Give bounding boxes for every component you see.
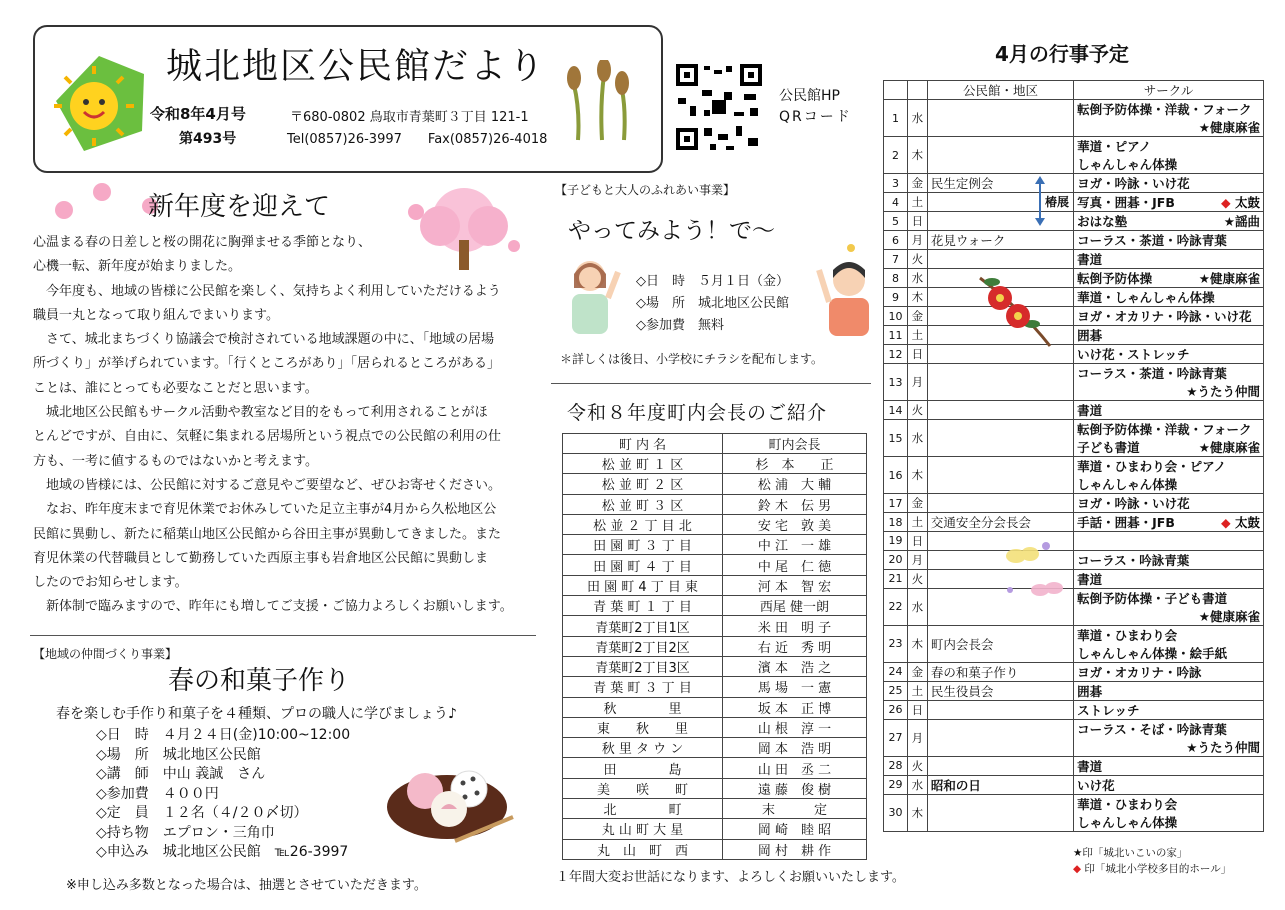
chokai-row <box>563 555 867 575</box>
schedule-community: 交通安全分会長会 <box>927 513 1073 532</box>
schedule-community <box>927 401 1073 420</box>
circle-activities: おはな塾 <box>1077 214 1128 229</box>
adult-figure-icon <box>560 252 622 337</box>
schedule-community <box>927 100 1073 137</box>
schedule-day: 7 <box>884 250 908 269</box>
chokai-row <box>563 778 867 798</box>
schedule-day: 3 <box>884 174 908 193</box>
schedule-weekday: 木 <box>907 137 927 174</box>
schedule-row <box>884 420 1264 457</box>
schedule-weekday: 水 <box>907 588 927 625</box>
chokai-head-name: 安 宅 敦 美 <box>723 514 867 534</box>
circle-activities: いけ花 <box>1077 777 1115 793</box>
yatte-title: やってみよう！で～ <box>568 218 775 244</box>
schedule-weekday: 金 <box>907 174 927 193</box>
horsetail-icon <box>560 60 640 145</box>
schedule-day: 22 <box>884 588 908 625</box>
schedule-weekday: 月 <box>907 364 927 401</box>
schedule-day: 26 <box>884 700 908 719</box>
schedule-day: 30 <box>884 794 908 831</box>
schedule-circle <box>1074 401 1264 420</box>
chokai-head-name: 岡 村 耕 作 <box>723 839 867 859</box>
yatte-tag: 【子どもと大人のふれあい事業】 <box>555 183 736 197</box>
circle-activities: 転倒予防体操・子ども書道 <box>1077 590 1228 606</box>
schedule-circle <box>1074 588 1264 625</box>
chokai-area: 田 園 町 ３ 丁 目 <box>563 535 723 555</box>
schedule-table <box>883 80 1264 832</box>
issue-month: 令和8年4月号 <box>150 105 246 123</box>
wagashi-details: ◇日 時 ４月２４日(金)10:00~12:00 ◇場 所 城北地区公民館 ◇講 師 中山 義誠 さん ◇参加費 ４００円 ◇定 員 １２名（４/２０〆切） ◇持ち物 エプロン・三角巾 ◇申込み 城北地区公民館 ℡26-3997 <box>96 727 351 860</box>
diamond-icon: ◆ <box>1073 863 1082 875</box>
circle-venue-note: ★謡曲 <box>1223 214 1260 229</box>
circle-activities: コーラス・吟詠青葉 <box>1077 552 1190 568</box>
wagashi-tag: 【地域の仲間づくり事業】 <box>33 647 178 661</box>
schedule-day: 2 <box>884 137 908 174</box>
schedule-row <box>884 588 1264 625</box>
schedule-weekday: 日 <box>907 700 927 719</box>
schedule-header-day <box>884 81 908 100</box>
qr-caption: 公民館HP QRコード <box>779 88 852 125</box>
schedule-title: 4月の行事予定 <box>995 42 1129 66</box>
schedule-day: 17 <box>884 494 908 513</box>
circle-activities: 囲碁 <box>1077 683 1103 699</box>
schedule-weekday: 金 <box>907 494 927 513</box>
circle-activities: コーラス・茶道・吟詠青葉 <box>1077 233 1227 248</box>
circle-activities: コーラス・そば・吟詠青葉 <box>1077 721 1227 737</box>
circle-activities: 華道・ピアノ <box>1077 139 1152 154</box>
schedule-day: 6 <box>884 231 908 250</box>
chokai-head-name: 鈴 木 伝 男 <box>723 494 867 514</box>
schedule-day: 28 <box>884 756 908 775</box>
butterfly-icon <box>1000 538 1070 608</box>
circle-activities-2: しゃんしゃん体操・絵手紙 <box>1077 645 1228 661</box>
chokai-row <box>563 474 867 494</box>
schedule-day: 11 <box>884 326 908 345</box>
circle-activities: 華道・ひまわり会 <box>1077 627 1178 643</box>
schedule-community <box>927 457 1073 494</box>
circle-activities: いけ花・ストレッチ <box>1077 347 1190 362</box>
chokai-head-name: 西尾 健一朗 <box>723 596 867 616</box>
chokai-row <box>563 697 867 717</box>
schedule-row <box>884 719 1264 756</box>
schedule-community <box>927 756 1073 775</box>
schedule-circle <box>1074 269 1264 288</box>
circle-activities: 書道 <box>1077 571 1103 587</box>
chokai-area: 秋 里 <box>563 697 723 717</box>
wagashi-plate-icon <box>385 755 515 850</box>
schedule-circle <box>1074 569 1264 588</box>
chokai-row <box>563 535 867 555</box>
schedule-circle <box>1074 625 1264 662</box>
chokai-area: 青葉町2丁目1区 <box>563 616 723 636</box>
schedule-weekday: 金 <box>907 662 927 681</box>
circle-activities: 写真・囲碁・JFB <box>1077 195 1175 210</box>
schedule-circle <box>1074 345 1264 364</box>
circle-venue-note: ◆ 太鼓 <box>1221 195 1260 210</box>
divider <box>551 383 871 384</box>
schedule-community <box>927 494 1073 513</box>
chokai-area: 田 園 町 4 丁 目 東 <box>563 575 723 595</box>
schedule-weekday: 水 <box>907 100 927 137</box>
schedule-weekday: 木 <box>907 457 927 494</box>
schedule-row <box>884 457 1264 494</box>
chokai-area: 美 咲 町 <box>563 778 723 798</box>
schedule-weekday: 木 <box>907 794 927 831</box>
schedule-row <box>884 231 1264 250</box>
phone-fax: Tel(0857)26-3997 Fax(0857)26-4018 <box>287 132 548 147</box>
chokai-header-head: 町内会長 <box>723 434 867 454</box>
chokai-footer: １年間大変お世話になります、よろしくお願いいたします。 <box>556 870 905 885</box>
circle-activities-2: ★健康麻雀 <box>1198 608 1260 624</box>
chokai-head-name: 末 定 <box>723 799 867 819</box>
chokai-row <box>563 636 867 656</box>
schedule-row <box>884 137 1264 174</box>
circle-activities-2: ★うたう仲間 <box>1186 739 1260 755</box>
schedule-weekday: 金 <box>907 307 927 326</box>
greeting-body: 心温まる春の日差しと桜の開花に胸弾ませる季節となり、 心機一転、新年度が始まりました。 今年度も、地域の皆様に公民館を楽しく、気持ちよく利用していただけるよう 職員一丸となって取り組んでまいります。 さて、城北まちづくり協議会で検討されている地域課題の中に、「地域の居場 所づくり」が挙げられています。「行くところがあり」「居られるところがある」 ことは、誰にとっても必要なことだと思います。 城北地区公民館もサークル活動や教室など目的をもって利用されることがほ とんどですが、自由に、気軽に集まれる居場所という視点での公民館の利用の仕 方も、一考に値するものではないかと考えます。 地域の皆様には、公民館に対するご意見やご要望など、ぜひお寄せください。 なお、昨年度末まで育児休業でお休みしていた足立主事が4月から久松地区公 民館に異動し、新たに稲葉山地区公民館から谷田主事が異動してきました。また 育児休業の代替職員として勤務していた西原主事も岩倉地区公民館に異動しま したのでお知らせします。 新体制で臨みますので、昨年にも増してご支援・ご協力よろしくお願いします。 <box>33 235 513 615</box>
circle-activities-2: しゃんしゃん体操 <box>1077 157 1178 172</box>
schedule-community <box>927 794 1073 831</box>
schedule-circle <box>1074 494 1264 513</box>
chokai-head-name: 岡 崎 睦 昭 <box>723 819 867 839</box>
schedule-day: 12 <box>884 345 908 364</box>
schedule-day: 8 <box>884 269 908 288</box>
circle-activities-2: ★うたう仲間 <box>1186 384 1260 399</box>
chokai-area: 松 並 町 ３ 区 <box>563 494 723 514</box>
circle-activities: ヨガ・吟詠・いけ花 <box>1077 496 1190 511</box>
chokai-row <box>563 677 867 697</box>
schedule-weekday: 火 <box>907 401 927 420</box>
circle-activities: 手話・囲碁・JFB <box>1077 515 1175 530</box>
schedule-row <box>884 494 1264 513</box>
schedule-weekday: 木 <box>907 625 927 662</box>
circle-activities: 転倒予防体操 <box>1077 271 1153 286</box>
chokai-head-name: 山 根 淳 一 <box>723 717 867 737</box>
greeting-title: 新年度を迎えて <box>148 192 331 222</box>
circle-activities: ヨガ・オカリナ・吟詠・いけ花 <box>1077 309 1252 324</box>
address: 〒680-0802 鳥取市青葉町３丁目 121-1 <box>290 110 529 125</box>
chokai-head-name: 杉 本 正 <box>723 454 867 474</box>
schedule-weekday: 月 <box>907 231 927 250</box>
schedule-row <box>884 794 1264 831</box>
chokai-area: 丸 山 町 西 <box>563 839 723 859</box>
circle-activities: 転倒予防体操・洋裁・フォーク <box>1077 102 1252 117</box>
chokai-head-name: 山 田 丞 二 <box>723 758 867 778</box>
qr-code-icon[interactable] <box>674 62 764 152</box>
chokai-head-name: 中 尾 仁 徳 <box>723 555 867 575</box>
schedule-row <box>884 364 1264 401</box>
schedule-weekday: 水 <box>907 269 927 288</box>
schedule-row <box>884 100 1264 137</box>
issue-number: 第493号 <box>179 131 237 147</box>
chokai-area: 松 並 町 １ 区 <box>563 454 723 474</box>
chokai-head-name: 馬 場 一 憲 <box>723 677 867 697</box>
schedule-community <box>927 137 1073 174</box>
schedule-weekday: 火 <box>907 756 927 775</box>
schedule-header-weekday <box>907 81 927 100</box>
circle-activities: ストレッチ <box>1077 702 1140 718</box>
schedule-row <box>884 662 1264 681</box>
schedule-circle <box>1074 794 1264 831</box>
schedule-row <box>884 269 1264 288</box>
chokai-head-name: 中 江 一 雄 <box>723 535 867 555</box>
circle-activities-2: ★健康麻雀 <box>1198 120 1260 135</box>
schedule-day: 15 <box>884 420 908 457</box>
circle-activities: ヨガ・オカリナ・吟詠 <box>1077 664 1202 680</box>
schedule-day: 16 <box>884 457 908 494</box>
schedule-day: 27 <box>884 719 908 756</box>
schedule-row <box>884 307 1264 326</box>
schedule-weekday: 土 <box>907 193 927 212</box>
chokai-area: 秋 里 タ ウ ン <box>563 738 723 758</box>
tsubaki-label: 椿展 <box>1045 195 1070 209</box>
schedule-circle <box>1074 137 1264 174</box>
schedule-community: 町内会長会 <box>927 625 1073 662</box>
wagashi-title: 春の和菓子作り <box>168 666 351 696</box>
schedule-weekday: 日 <box>907 532 927 551</box>
schedule-circle <box>1074 550 1264 569</box>
schedule-circle <box>1074 364 1264 401</box>
schedule-circle <box>1074 250 1264 269</box>
chokai-row <box>563 656 867 676</box>
schedule-circle <box>1074 193 1264 212</box>
schedule-day: 29 <box>884 775 908 794</box>
chokai-area: 青葉町2丁目2区 <box>563 636 723 656</box>
chokai-area: 松 並 町 ２ 区 <box>563 474 723 494</box>
schedule-circle <box>1074 420 1264 457</box>
diamond-icon: ◆ <box>1221 195 1231 210</box>
circle-activities: コーラス・茶道・吟詠青葉 <box>1077 366 1227 381</box>
schedule-weekday: 水 <box>907 420 927 457</box>
schedule-community: 民生定例会 <box>927 174 1073 193</box>
schedule-community: 昭和の日 <box>927 775 1073 794</box>
wagashi-note: ※申し込み多数となった場合は、抽選とさせていただきます。 <box>66 878 427 893</box>
circle-activities-2: しゃんしゃん体操 <box>1077 477 1178 492</box>
schedule-community <box>927 719 1073 756</box>
schedule-weekday: 月 <box>907 550 927 569</box>
schedule-day: 18 <box>884 513 908 532</box>
chokai-head-name: 坂 本 正 博 <box>723 697 867 717</box>
schedule-header-circle: サークル <box>1074 81 1264 100</box>
schedule-day: 4 <box>884 193 908 212</box>
chokai-head-name: 松 浦 大 輔 <box>723 474 867 494</box>
schedule-row <box>884 625 1264 662</box>
schedule-circle <box>1074 212 1264 231</box>
chokai-row <box>563 819 867 839</box>
schedule-circle <box>1074 307 1264 326</box>
chokai-area: 青 葉 町 １ 丁 目 <box>563 596 723 616</box>
schedule-community <box>927 364 1073 401</box>
schedule-circle <box>1074 756 1264 775</box>
schedule-day: 13 <box>884 364 908 401</box>
schedule-community <box>927 250 1073 269</box>
schedule-weekday: 木 <box>907 288 927 307</box>
legend-diamond: ◆ 印「城北小学校多目的ホール」 <box>1073 863 1232 875</box>
schedule-row <box>884 700 1264 719</box>
schedule-circle <box>1074 700 1264 719</box>
schedule-circle <box>1074 532 1264 551</box>
chokai-row <box>563 514 867 534</box>
divider <box>30 635 536 636</box>
schedule-row <box>884 345 1264 364</box>
schedule-community: 花見ウォーク <box>927 231 1073 250</box>
schedule-row <box>884 681 1264 700</box>
schedule-weekday: 火 <box>907 569 927 588</box>
legend-star: ★印「城北いこいの家」 <box>1073 847 1188 859</box>
chokai-row <box>563 717 867 737</box>
schedule-weekday: 水 <box>907 775 927 794</box>
chokai-row <box>563 494 867 514</box>
chokai-row <box>563 596 867 616</box>
chokai-head-name: 遠 藤 俊 樹 <box>723 778 867 798</box>
chokai-title: 令和８年度町内会長のご紹介 <box>567 402 828 424</box>
schedule-row <box>884 326 1264 345</box>
schedule-row <box>884 212 1264 231</box>
schedule-day: 25 <box>884 681 908 700</box>
schedule-circle <box>1074 457 1264 494</box>
schedule-weekday: 日 <box>907 345 927 364</box>
schedule-day: 1 <box>884 100 908 137</box>
chokai-area: 青 葉 町 ３ 丁 目 <box>563 677 723 697</box>
schedule-day: 24 <box>884 662 908 681</box>
circle-activities: 書道 <box>1077 403 1103 418</box>
schedule-weekday: 火 <box>907 250 927 269</box>
schedule-weekday: 土 <box>907 513 927 532</box>
schedule-row <box>884 532 1264 551</box>
schedule-circle <box>1074 513 1264 532</box>
schedule-circle <box>1074 681 1264 700</box>
schedule-community: 春の和菓子作り <box>927 662 1073 681</box>
schedule-circle <box>1074 662 1264 681</box>
schedule-day: 20 <box>884 550 908 569</box>
chokai-table <box>562 433 867 860</box>
yatte-note: ＊詳しくは後日、小学校にチラシを配布します。 <box>560 352 824 366</box>
schedule-community <box>927 420 1073 457</box>
schedule-day: 9 <box>884 288 908 307</box>
chokai-area: 松 並 ２ 丁 目 北 <box>563 514 723 534</box>
chokai-head-name: 米 田 明 子 <box>723 616 867 636</box>
schedule-day: 14 <box>884 401 908 420</box>
schedule-day: 10 <box>884 307 908 326</box>
schedule-row <box>884 513 1264 532</box>
chokai-row <box>563 758 867 778</box>
schedule-community <box>927 212 1073 231</box>
circle-activities: 転倒予防体操・洋裁・フォーク <box>1077 422 1252 437</box>
schedule-row <box>884 193 1264 212</box>
schedule-weekday: 土 <box>907 681 927 700</box>
circle-activities: 書道 <box>1077 758 1103 774</box>
schedule-day: 23 <box>884 625 908 662</box>
schedule-header-community: 公民館・地区 <box>927 81 1073 100</box>
circle-activities: 書道 <box>1077 252 1103 267</box>
chokai-row <box>563 799 867 819</box>
chokai-header-area: 町 内 名 <box>563 434 723 454</box>
schedule-circle <box>1074 719 1264 756</box>
schedule-row <box>884 288 1264 307</box>
circle-activities-2: ★健康麻雀 <box>1198 440 1260 455</box>
schedule-row <box>884 569 1264 588</box>
sakura-flower-icon <box>50 182 160 222</box>
wagashi-lead: 春を楽しむ手作り和菓子を４種類、プロの職人に学びましょう♪ <box>56 706 457 722</box>
chokai-area: 東 秋 里 <box>563 717 723 737</box>
schedule-circle <box>1074 326 1264 345</box>
circle-activities: 華道・ひまわり会 <box>1077 796 1178 812</box>
schedule-community: 民生役員会 <box>927 681 1073 700</box>
schedule-row <box>884 550 1264 569</box>
chokai-area: 北 町 <box>563 799 723 819</box>
schedule-day: 5 <box>884 212 908 231</box>
chokai-area: 青葉町2丁目3区 <box>563 656 723 676</box>
schedule-row <box>884 174 1264 193</box>
schedule-day: 21 <box>884 569 908 588</box>
schedule-circle <box>1074 231 1264 250</box>
circle-activities: ヨガ・吟詠・いけ花 <box>1077 176 1190 191</box>
schedule-circle <box>1074 775 1264 794</box>
diamond-icon: ◆ <box>1221 515 1231 530</box>
circle-activities-2: しゃんしゃん体操 <box>1077 814 1178 830</box>
chokai-row <box>563 738 867 758</box>
schedule-weekday: 月 <box>907 719 927 756</box>
sun-logo-icon <box>44 46 154 156</box>
circle-activities-2: 子ども書道 <box>1077 440 1140 455</box>
schedule-row <box>884 401 1264 420</box>
camellia-flower-icon <box>970 268 1055 350</box>
chokai-head-name: 河 本 智 宏 <box>723 575 867 595</box>
chokai-row <box>563 839 867 859</box>
circle-venue-note: ★健康麻雀 <box>1198 271 1260 286</box>
chokai-head-name: 岡 本 浩 明 <box>723 738 867 758</box>
chokai-head-name: 濱 本 浩 之 <box>723 656 867 676</box>
schedule-day: 19 <box>884 532 908 551</box>
chokai-row <box>563 454 867 474</box>
yatte-details: ◇日 時 ５月１日（金） ◇場 所 城北地区公民館 ◇参加費 無料 <box>636 274 789 333</box>
schedule-community <box>927 700 1073 719</box>
child-figure-icon <box>815 240 877 338</box>
schedule-circle <box>1074 100 1264 137</box>
schedule-weekday: 土 <box>907 326 927 345</box>
chokai-row <box>563 616 867 636</box>
schedule-circle <box>1074 288 1264 307</box>
schedule-circle <box>1074 174 1264 193</box>
circle-venue-note: ◆ 太鼓 <box>1221 515 1260 530</box>
schedule-row <box>884 250 1264 269</box>
circle-activities: 華道・ひまわり会・ピアノ <box>1077 459 1227 474</box>
circle-activities: 華道・しゃんしゃん体操 <box>1077 290 1215 305</box>
newsletter-title: 城北地区公民館だより <box>166 46 547 87</box>
chokai-area: 丸 山 町 大 星 <box>563 819 723 839</box>
chokai-area: 田 園 町 ４ 丁 目 <box>563 555 723 575</box>
chokai-area: 田 島 <box>563 758 723 778</box>
circle-activities: 囲碁 <box>1077 328 1103 343</box>
schedule-weekday: 日 <box>907 212 927 231</box>
chokai-row <box>563 575 867 595</box>
chokai-head-name: 右 近 秀 明 <box>723 636 867 656</box>
schedule-row <box>884 775 1264 794</box>
schedule-row <box>884 756 1264 775</box>
